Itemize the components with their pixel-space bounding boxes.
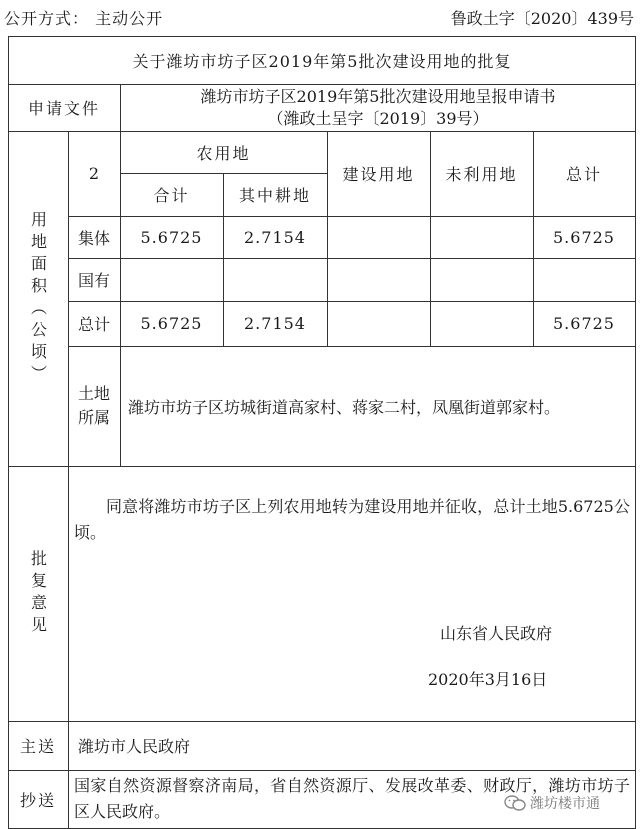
issuing-authority: 山东省人民政府 (440, 624, 553, 643)
watermark-text: 潍坊楼市通 (530, 796, 600, 812)
cc-label: 抄送 (19, 790, 56, 810)
farmland-cell (223, 258, 327, 301)
construction-cell (327, 258, 430, 301)
watermark (504, 793, 600, 813)
disclosure-method: 公开方式： 主动公开 (4, 9, 164, 28)
approval-date: 2020年3月16日 (428, 670, 548, 689)
agri-total-cell: 5.6725 (140, 227, 203, 247)
land-location: 潍坊市坊子区坊城街道高家村、蒋家二村，凤凰街道郭家村。 (128, 397, 561, 417)
farmland-cell: 2.7154 (244, 314, 306, 333)
application-label: 申请文件 (27, 99, 100, 118)
total-header: 总计 (565, 165, 602, 184)
location-label: 土地所属 (77, 384, 110, 427)
document-number: 鲁政土字〔2020〕439号 (450, 9, 634, 28)
agri-total-header: 合计 (153, 186, 190, 205)
construction-cell (327, 301, 430, 346)
unused-cell (430, 258, 533, 301)
land-area-side-label: 用地面积（公顷） (28, 210, 48, 387)
total-cell: 5.6725 (553, 227, 615, 247)
corner-cell: 2 (88, 164, 100, 183)
construction-land-header: 建设用地 (342, 165, 415, 184)
agri-total-cell: 5.6725 (140, 314, 203, 333)
application-file (120, 84, 636, 131)
main-recipient-label: 主送 (19, 737, 56, 756)
total-cell: 5.6725 (553, 314, 615, 333)
document-title: 关于潍坊市坊子区2019年第5批次建设用地的批复 (132, 51, 512, 71)
unused-land-header: 未利用地 (445, 165, 518, 184)
construction-cell (327, 216, 430, 258)
farmland-header: 其中耕地 (238, 186, 311, 205)
agri-total-cell (120, 258, 223, 301)
row-label: 国有 (77, 271, 110, 290)
main-recipient: 潍坊市人民政府 (78, 737, 191, 756)
row-label: 集体 (77, 228, 110, 248)
unused-cell (430, 216, 533, 258)
approval-text: 同意将潍坊市坊子区上列农用地转为建设用地并征收，总计土地5.6725公顷。 (74, 497, 630, 542)
row-label: 总计 (77, 315, 110, 334)
unused-cell (430, 301, 533, 346)
wechat-icon (504, 794, 526, 812)
farmland-cell: 2.7154 (244, 227, 306, 247)
cc-recipients: 国家自然资源督察济南局，省自然资源厅、发展改革委、财政厅，潍坊市坊子区人民政府。 (74, 776, 630, 821)
application-line-1: 潍坊市坊子区2019年第5批次建设用地呈报申请书 (200, 86, 556, 106)
document-header (0, 0, 640, 36)
approval-label: 批复意见 (28, 549, 48, 638)
application-line-2: （潍政土呈字〔2019〕39号） (267, 108, 489, 128)
agri-land-header: 农用地 (196, 143, 251, 163)
total-cell (533, 258, 635, 301)
